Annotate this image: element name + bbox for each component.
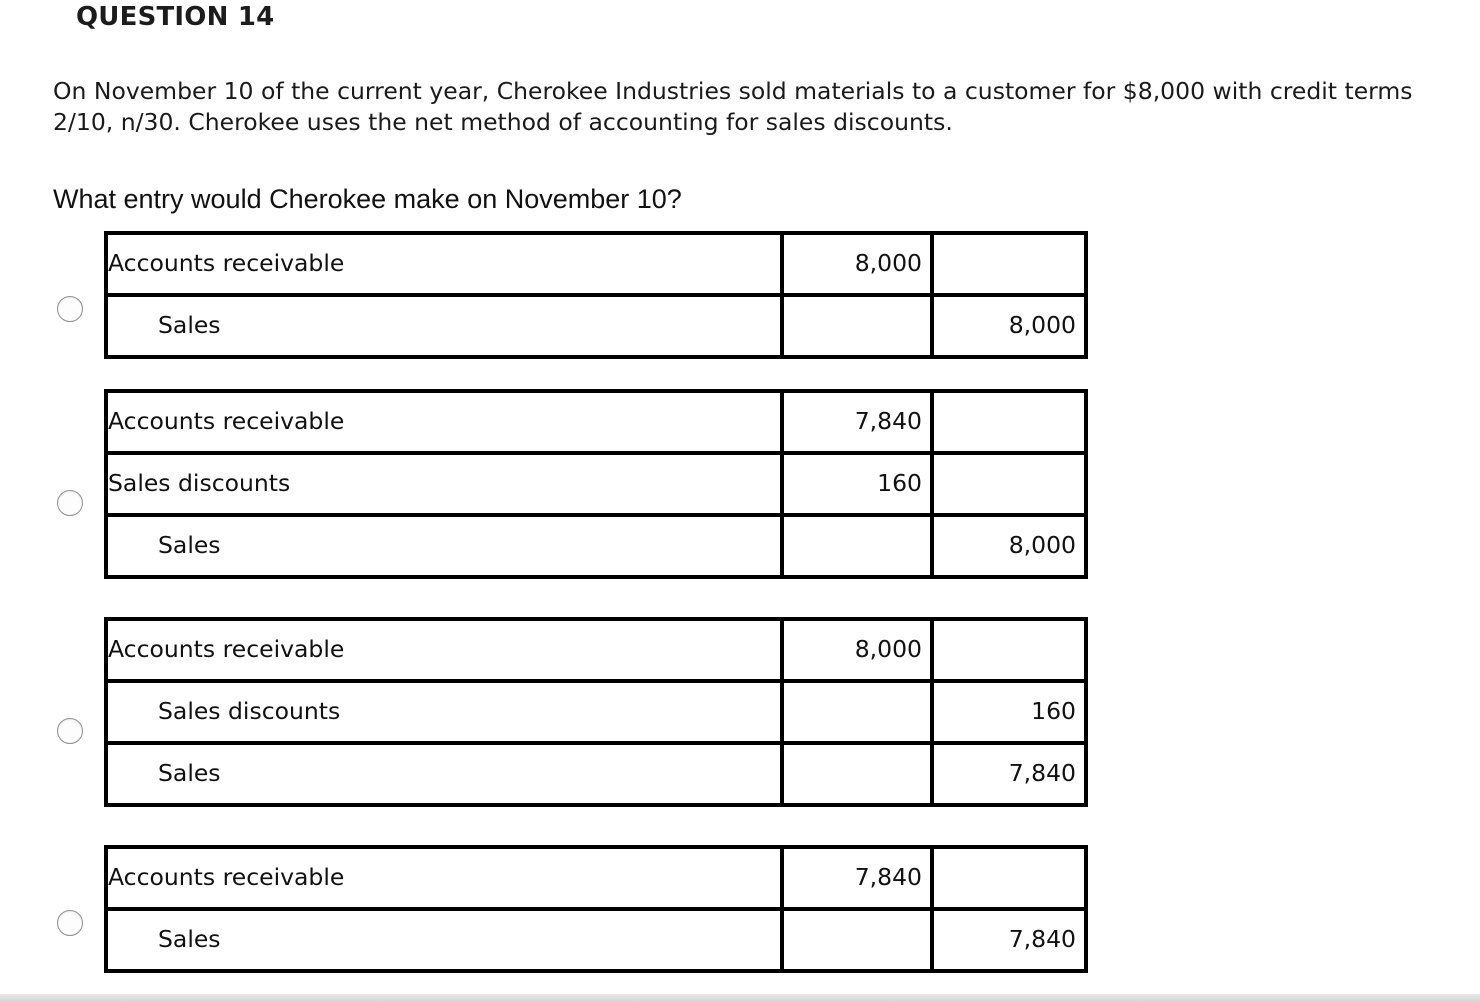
credit-cell [932, 453, 1086, 515]
table-row [106, 295, 1086, 357]
debit-cell: 8,000 [782, 619, 932, 681]
account-cell: Accounts receivable [106, 391, 782, 453]
account-cell: Accounts receivable [106, 233, 782, 295]
debit-cell [782, 743, 932, 805]
question-body: On November 10 of the current year, Cherokee Industries sold materials to a customer for $8,000 with credit terms 2/10, n/30. Cherokee uses the net method of accounting for sales discounts. [53, 77, 1413, 136]
debit-cell [782, 909, 932, 971]
credit-cell: 8,000 [932, 295, 1086, 357]
credit-cell: 8,000 [932, 515, 1086, 577]
table-row [106, 515, 1086, 577]
table-row [106, 909, 1086, 971]
debit-cell: 7,840 [782, 847, 932, 909]
radio-option-a[interactable] [57, 296, 83, 322]
account-cell: Sales [106, 515, 782, 577]
radio-option-b[interactable] [57, 490, 83, 516]
table-row [106, 847, 1086, 909]
table-row [106, 619, 1086, 681]
account-cell: Accounts receivable [106, 619, 782, 681]
account-cell: Sales discounts [106, 681, 782, 743]
page-bottom-edge [0, 994, 1480, 1002]
table-row [106, 391, 1086, 453]
journal-entry-table-a [104, 231, 1088, 359]
account-cell: Sales [106, 743, 782, 805]
credit-cell: 7,840 [932, 743, 1086, 805]
account-cell: Accounts receivable [106, 847, 782, 909]
question-prompt: What entry would Cherokee make on November 10? [53, 184, 682, 214]
debit-cell [782, 295, 932, 357]
journal-entry-table-d [104, 845, 1088, 973]
account-cell: Sales [106, 909, 782, 971]
credit-cell [932, 847, 1086, 909]
table-row [106, 743, 1086, 805]
debit-cell [782, 681, 932, 743]
radio-option-c[interactable] [57, 718, 83, 744]
radio-option-d[interactable] [57, 910, 83, 936]
journal-entry-table-c [104, 617, 1088, 807]
table-row [106, 681, 1086, 743]
table-row [106, 233, 1086, 295]
debit-cell: 7,840 [782, 391, 932, 453]
credit-cell [932, 391, 1086, 453]
credit-cell: 7,840 [932, 909, 1086, 971]
journal-entry-table-b [104, 389, 1088, 579]
table-row [106, 453, 1086, 515]
credit-cell [932, 233, 1086, 295]
account-cell: Sales [106, 295, 782, 357]
question-title: QUESTION 14 [76, 2, 275, 32]
debit-cell: 160 [782, 453, 932, 515]
debit-cell: 8,000 [782, 233, 932, 295]
debit-cell [782, 515, 932, 577]
account-cell: Sales discounts [106, 453, 782, 515]
credit-cell: 160 [932, 681, 1086, 743]
credit-cell [932, 619, 1086, 681]
